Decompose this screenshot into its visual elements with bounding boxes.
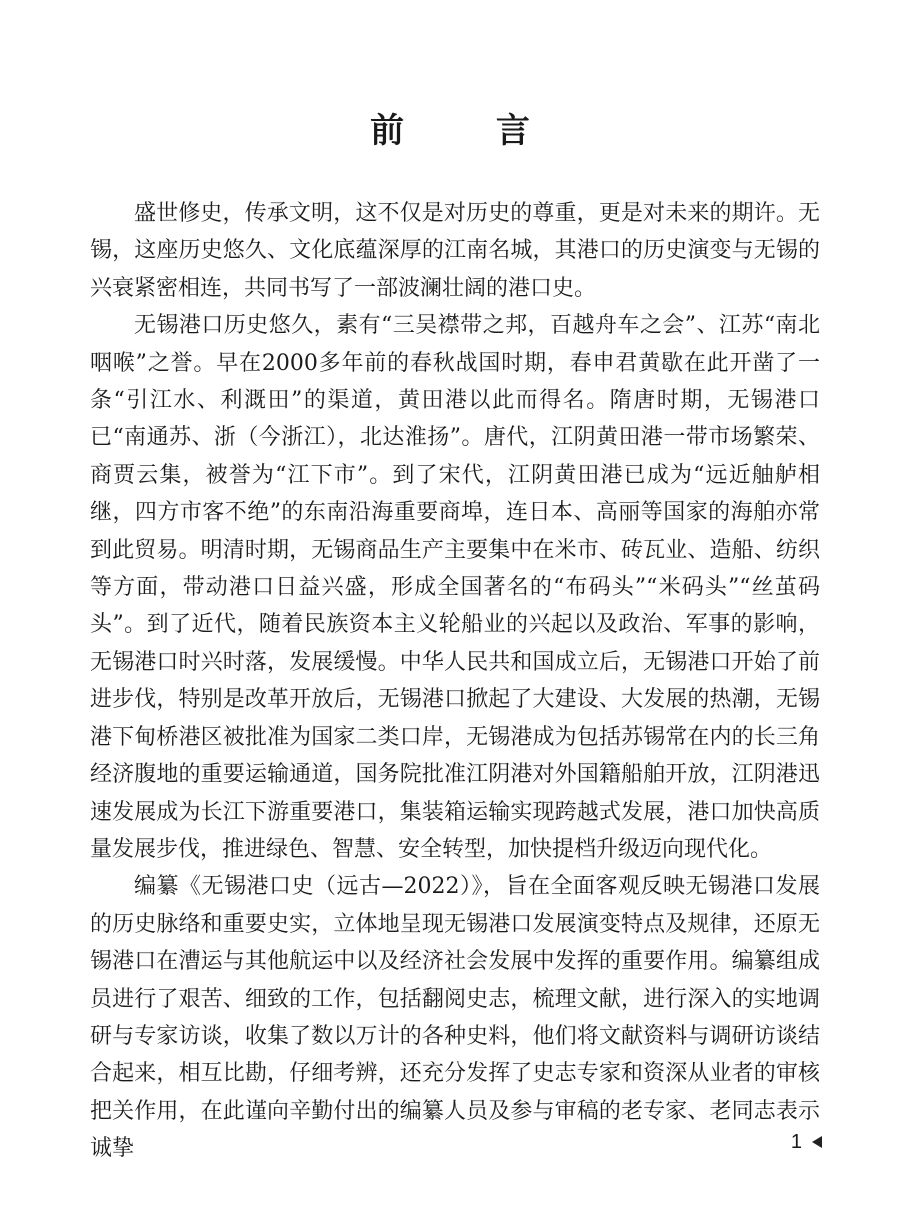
page-title: 前 言 [370,110,570,151]
body-text [90,195,820,1168]
page-footer [791,1128,822,1156]
left-triangle-icon [812,1136,822,1148]
page-number: 1 [790,1130,802,1153]
paragraph-3: 编纂《无锡港口史（远古—2022）》，旨在全面客观反映无锡港口发展的历史脉络和重要史实，立体地呈现无锡港口发展演变特点及规律，还原无锡港口在漕运与其他航运中以及经济社会发展中发挥的重要作用。编纂组成员进行了艰苦、细致的工作，包括翻阅史志，梳理文献，进行深入的实地调研与专家访谈，收集了数以万计的各种史料，他们将文献资料与调研访谈结合起来，相互比勘，仔细考辨，还充分发挥了史志专家和资深从业者的审核把关作用，在此谨向辛勤付出的编纂人员及参与审稿的老专家、老同志表示诚挚 [90,874,820,1162]
paragraph-1: 盛世修史，传承文明，这不仅是对历史的尊重，更是对未来的期许。无锡，这座历史悠久、文化底蕴深厚的江南名城，其港口的历史演变与无锡的兴衰紧密相连，共同书写了一部波澜壮阔的港口史。 [90,201,820,301]
paragraph-2: 无锡港口历史悠久，素有“三吴襟带之邦，百越舟车之会”、江苏“南北咽喉”之誉。早在2000多年前的春秋战国时期，春申君黄歇在此开凿了一条“引江水、利溉田”的渠道，黄田港以此而得名。隋唐时期，无锡港口已“南通苏、浙（今浙江），北达淮扬”。唐代，江阴黄田港一带市场繁荣、商贾云集，被誉为“江下市”。到了宋代，江阴黄田港已成为“远近舳舻相继，四方市客不绝”的东南沿海重要商埠，连日本、高丽等国家的海舶亦常到此贸易。明清时期，无锡商品生产主要集中在米市、砖瓦业、造船、纺织等方面，带动港口日益兴盛，形成全国著名的“布码头”“米码头”“丝茧码头”。到了近代，随着民族资本主义轮船业的兴起以及政治、军事的影响，无锡港口时兴时落，发展缓慢。中华人民共和国成立后，无锡港口开始了前进步伐，特别是改革开放后，无锡港口掀起了大建设、大发展的热潮，无锡港下甸桥港区被批准为国家二类口岸，无锡港成为包括苏锡常在内的长三角经济腹地的重要运输通道，国务院批准江阴港对外国籍船舶开放，江阴港迅速发展成为长江下游重要港口，集装箱运输实现跨越式发展，港口加快高质量发展步伐，推进绿色、智慧、安全转型，加快提档升级迈向现代化。 [90,313,820,862]
